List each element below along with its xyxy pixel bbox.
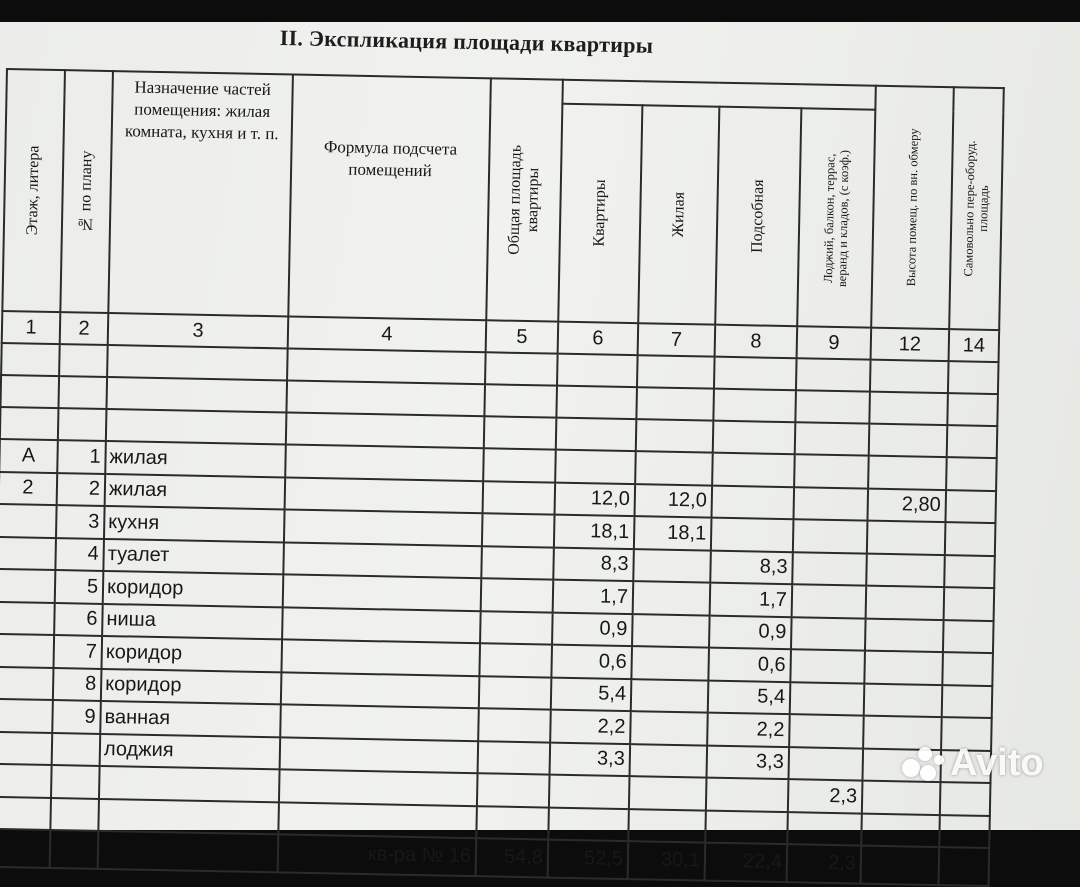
total-area: 54,8	[476, 838, 549, 877]
column-number: 9	[797, 326, 872, 359]
row-floor	[0, 634, 54, 668]
column-number: 6	[558, 322, 639, 356]
column-number: 14	[949, 329, 1000, 362]
row-loggia-area	[790, 682, 865, 716]
row-living-area: 18,1	[634, 516, 712, 550]
row-total-area	[479, 676, 552, 710]
row-number: 7	[53, 635, 102, 668]
row-living-area	[630, 744, 708, 778]
row-height: 2,80	[867, 488, 946, 522]
row-floor	[0, 504, 57, 538]
header-total-area: Общая площадь квартиры	[486, 78, 563, 321]
row-auxiliary-area: 2,2	[707, 713, 790, 747]
row-formula	[281, 639, 480, 675]
row-number: 1	[57, 440, 106, 473]
total-apartment: 52,5	[548, 839, 629, 879]
total-loggia: 2,3	[787, 844, 862, 883]
row-total-area	[482, 513, 555, 547]
header-unauthorized: Самовольно пере-оборуд. площадь	[949, 87, 1004, 330]
row-living-area	[631, 679, 709, 713]
avito-wordmark: Avito	[950, 741, 1044, 784]
row-unauthorized-area	[943, 620, 994, 653]
row-height	[866, 553, 945, 587]
row-number: 8	[53, 668, 102, 701]
row-formula	[283, 542, 482, 578]
row-auxiliary-area: 5,4	[708, 680, 791, 714]
row-floor	[0, 764, 52, 798]
row-number: 5	[55, 570, 104, 603]
row-auxiliary-area: 1,7	[710, 583, 793, 617]
row-living-area	[635, 451, 713, 485]
row-formula	[280, 737, 479, 773]
row-loggia-area	[794, 454, 869, 488]
row-room-name: жилая	[105, 441, 286, 477]
row-height	[865, 618, 944, 652]
column-number: 2	[60, 312, 109, 345]
row-loggia-area	[792, 584, 867, 618]
row-living-area	[629, 776, 707, 810]
row-height	[866, 586, 945, 620]
row-height	[868, 456, 947, 490]
row-living-area	[632, 614, 710, 648]
row-apartment-area: 0,6	[551, 645, 632, 679]
column-number: 3	[108, 313, 289, 348]
row-formula	[285, 444, 484, 480]
row-total-area	[480, 611, 553, 645]
row-unauthorized-area	[945, 490, 996, 523]
row-unauthorized-area	[945, 522, 996, 555]
row-loggia-area	[793, 487, 868, 521]
row-number	[51, 765, 100, 798]
header-room-purpose: Назначение частей помещения: жилая комната, кухня и т. п.	[108, 71, 293, 316]
row-floor	[0, 601, 55, 635]
total-living: 30,1	[628, 841, 706, 880]
row-auxiliary-area: 8,3	[710, 550, 793, 584]
avito-logo-icon	[900, 743, 948, 783]
row-total-area	[483, 481, 556, 515]
row-formula	[279, 769, 478, 805]
total-auxiliary: 22,4	[705, 842, 788, 882]
header-plan-number: № по плану	[60, 70, 113, 313]
row-height	[864, 651, 943, 685]
row-room-name: коридор	[101, 668, 282, 704]
row-loggia-area	[789, 714, 864, 748]
row-formula	[282, 607, 481, 643]
row-formula	[280, 704, 479, 740]
row-room-name: коридор	[103, 571, 284, 607]
row-apartment-area: 12,0	[555, 482, 636, 516]
row-total-area	[478, 708, 551, 742]
row-room-name	[99, 766, 280, 802]
column-number: 5	[486, 320, 559, 353]
row-living-area: 12,0	[635, 484, 713, 518]
row-room-name: кухня	[104, 506, 285, 542]
page-title: II. Экспликация площади квартиры	[279, 25, 654, 58]
row-formula	[284, 509, 483, 545]
row-floor	[0, 666, 53, 700]
row-total-area	[477, 773, 550, 807]
explication-table	[0, 68, 1005, 887]
row-loggia-area	[793, 519, 868, 553]
row-loggia-area	[792, 552, 867, 586]
row-apartment-area: 2,2	[550, 710, 631, 744]
row-auxiliary-area	[706, 778, 789, 812]
row-formula	[281, 672, 480, 708]
row-number: 2	[57, 473, 106, 506]
header-apartment: Квартиры	[558, 104, 642, 323]
row-total-area	[481, 546, 554, 580]
row-room-name: коридор	[101, 636, 282, 672]
header-living: Жилая	[638, 105, 719, 324]
row-apartment-area: 8,3	[553, 547, 634, 581]
row-living-area	[630, 711, 708, 745]
row-loggia-area	[790, 649, 865, 683]
row-floor	[0, 699, 53, 733]
row-apartment-area: 18,1	[554, 515, 635, 549]
avito-watermark	[900, 738, 1070, 788]
row-auxiliary-area: 3,3	[707, 745, 790, 779]
row-unauthorized-area	[942, 652, 993, 685]
column-number: 8	[715, 325, 798, 359]
row-living-area	[631, 646, 709, 680]
row-apartment-area: 3,3	[550, 742, 631, 776]
row-apartment-area	[555, 450, 636, 484]
row-loggia-area	[788, 747, 863, 781]
row-floor: А	[0, 439, 58, 473]
column-number: 7	[638, 323, 716, 356]
row-unauthorized-area	[942, 685, 993, 718]
row-unauthorized-area	[946, 457, 997, 490]
row-floor	[0, 731, 52, 765]
row-unauthorized-area	[944, 555, 995, 588]
row-height	[864, 683, 943, 717]
row-number: 4	[55, 538, 104, 571]
row-apartment-area: 5,4	[551, 677, 632, 711]
row-auxiliary-area: 0,6	[708, 648, 791, 682]
column-number: 1	[2, 311, 61, 344]
row-number: 3	[56, 505, 105, 538]
row-auxiliary-area	[711, 518, 794, 552]
column-number: 4	[288, 316, 487, 352]
row-total-area	[481, 578, 554, 612]
row-floor: 2	[0, 471, 57, 505]
header-loggia: Лоджий, балкон, террас, веранд и кладов, (с коэф.)	[797, 108, 875, 327]
row-number	[52, 733, 101, 766]
row-formula	[285, 477, 484, 513]
row-total-area	[483, 448, 556, 482]
header-floor: Этаж, литера	[2, 69, 65, 312]
row-auxiliary-area	[712, 453, 795, 487]
header-height: Высота помещ. по вн. обмеру	[871, 86, 954, 329]
row-apartment-area: 0,9	[552, 612, 633, 646]
row-room-name: ниша	[102, 603, 283, 639]
row-floor	[0, 536, 56, 570]
document-page	[0, 22, 1080, 875]
row-auxiliary-area: 0,9	[709, 615, 792, 649]
column-number: 12	[871, 328, 950, 361]
row-room-name: лоджия	[100, 733, 281, 769]
row-apartment-area: 1,7	[553, 580, 634, 614]
row-auxiliary-area	[711, 485, 794, 519]
row-living-area	[633, 549, 711, 583]
header-formula: Формула подсчета помещений	[288, 75, 491, 321]
row-number: 6	[54, 603, 103, 636]
row-room-name: туалет	[103, 538, 284, 574]
row-total-area	[479, 643, 552, 677]
row-apartment-area	[549, 775, 630, 809]
row-living-area	[633, 581, 711, 615]
row-loggia-area	[791, 617, 866, 651]
row-formula	[283, 574, 482, 610]
row-number: 9	[52, 700, 101, 733]
row-room-name: жилая	[105, 473, 286, 509]
row-height	[867, 521, 946, 555]
row-unauthorized-area	[944, 587, 995, 620]
total-label: кв-ра № 16	[278, 834, 477, 876]
header-auxiliary: Подсобная	[715, 107, 801, 326]
row-loggia-area: 2,3	[788, 779, 863, 813]
row-total-area	[478, 741, 551, 775]
row-room-name: ванная	[100, 701, 281, 737]
row-floor	[0, 569, 55, 603]
